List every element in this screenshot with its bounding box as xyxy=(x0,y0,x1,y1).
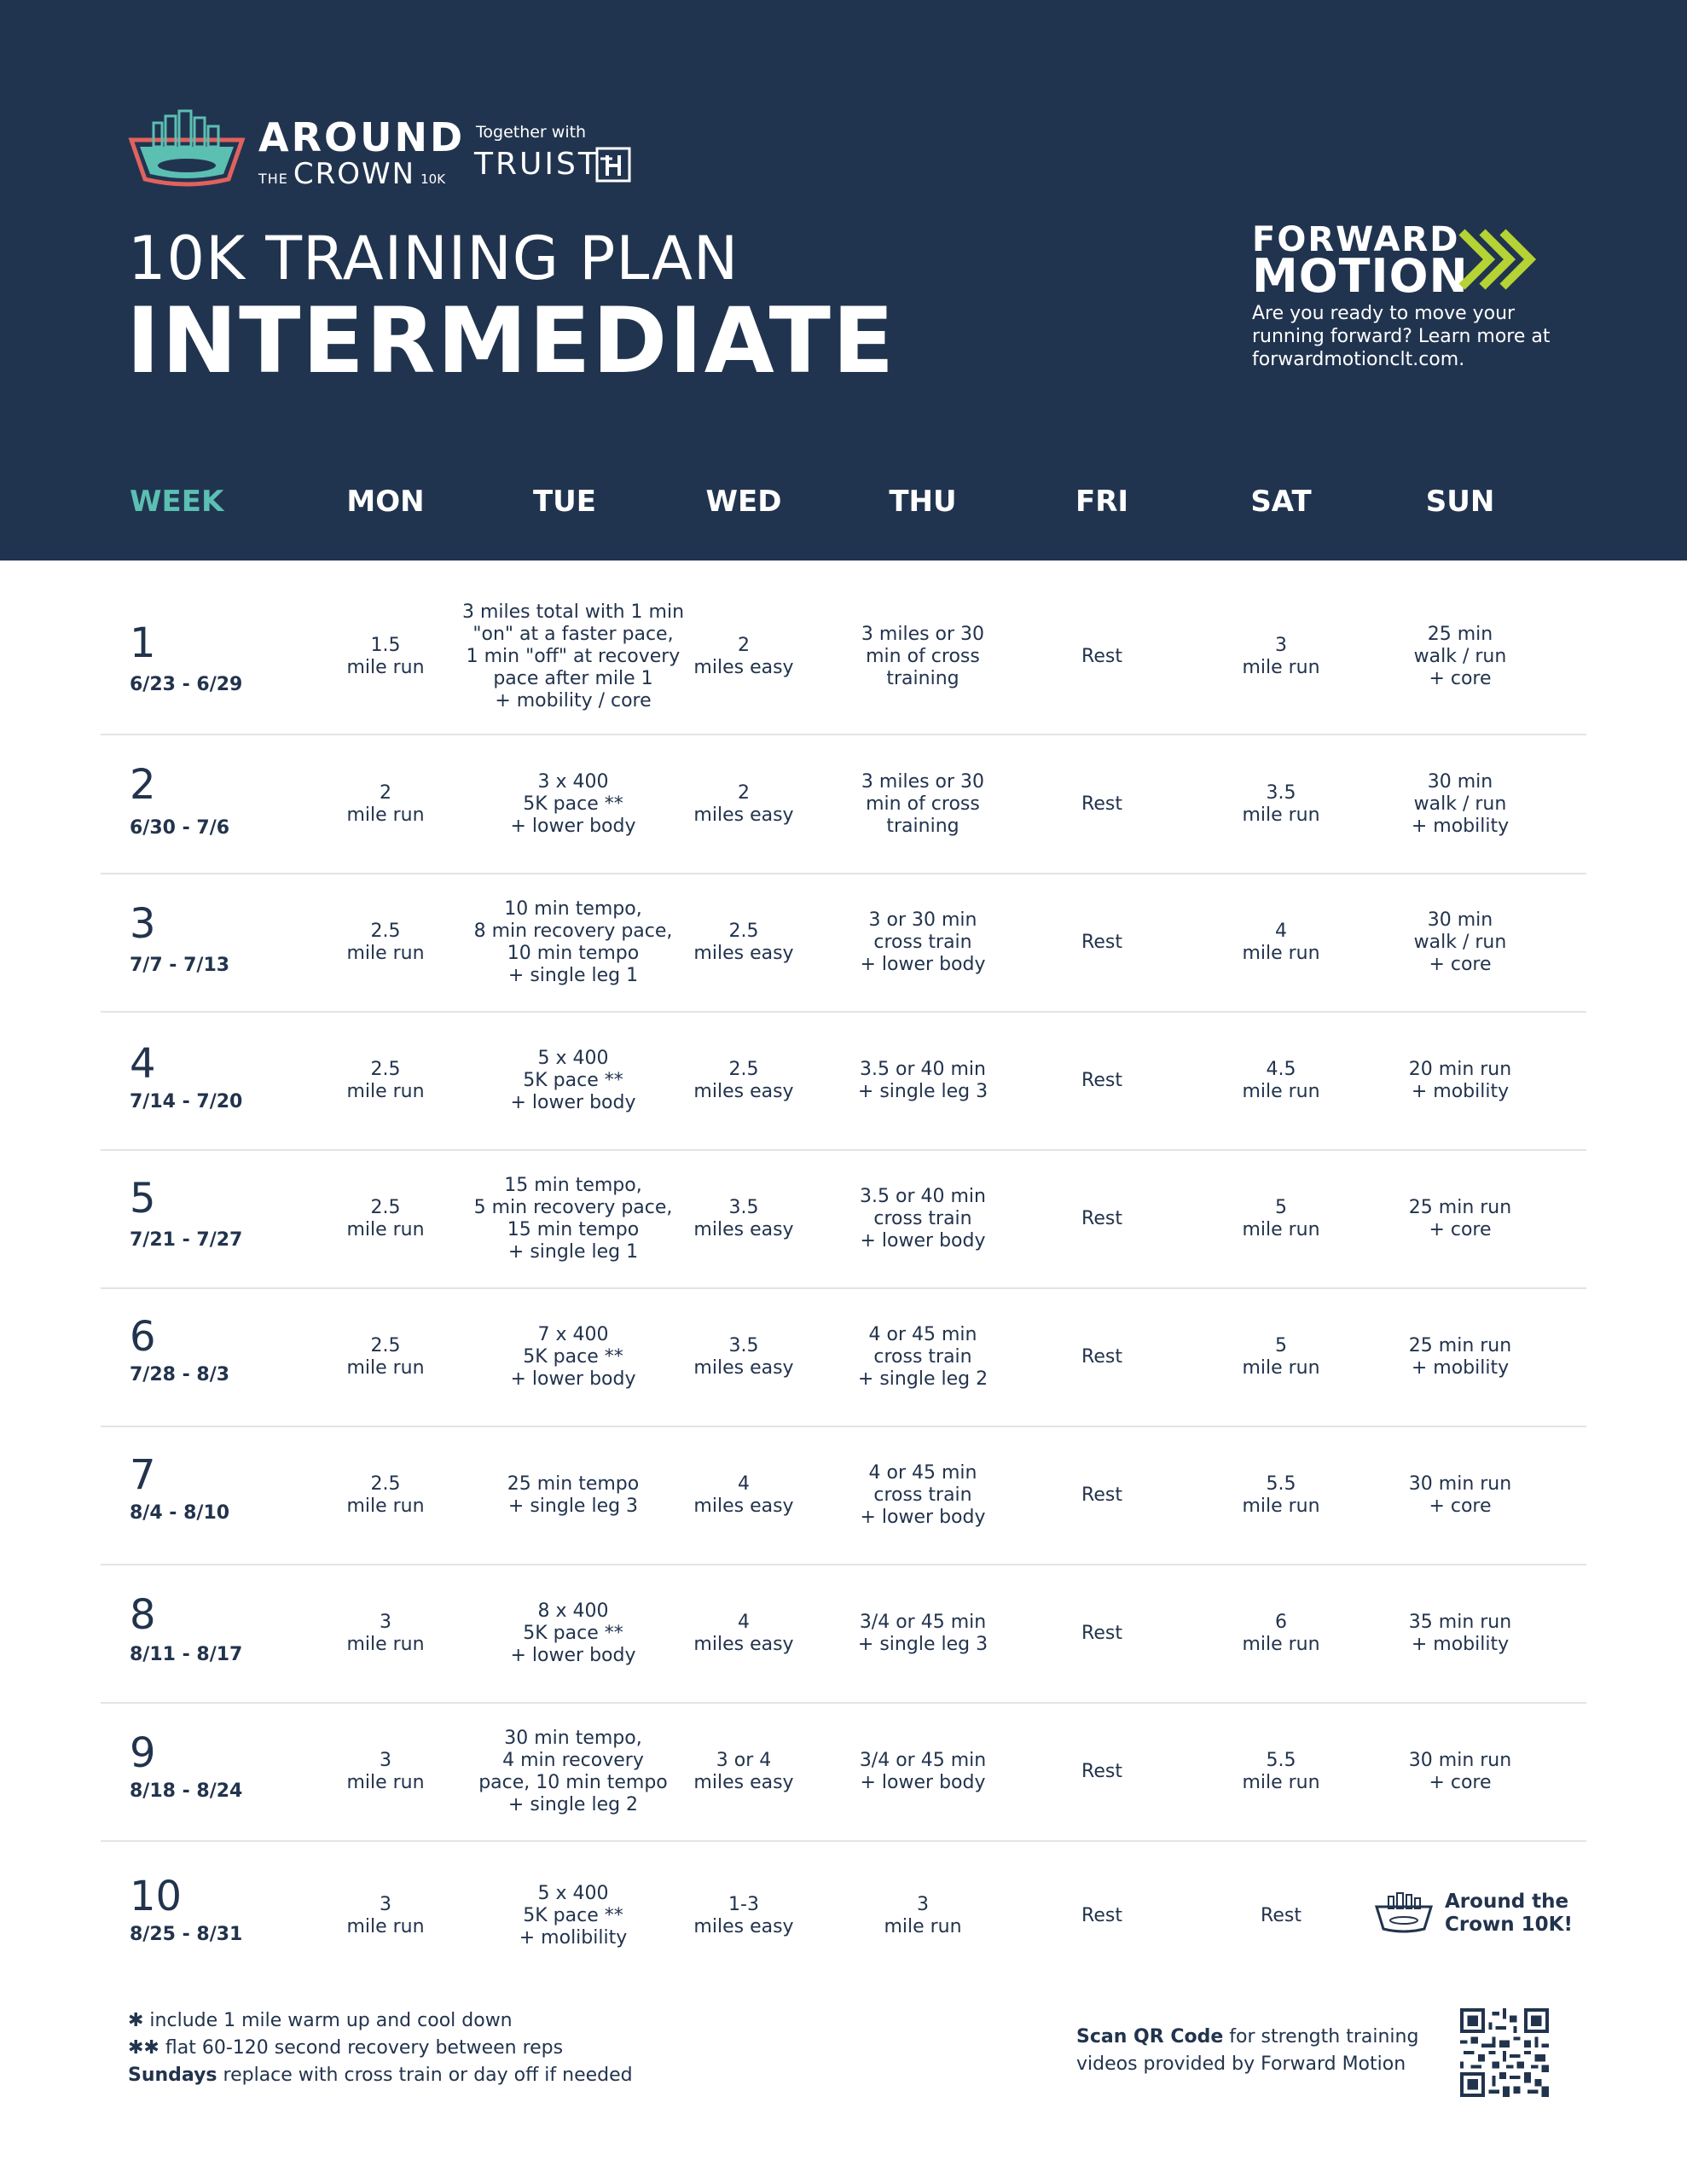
cell-sat: Rest xyxy=(1261,1905,1301,1926)
cell-wed: 2.5 miles easy xyxy=(693,1059,794,1102)
note-sundays xyxy=(128,2062,633,2089)
cell-tue: 15 min tempo, 5 min recovery pace, 15 min tempo + single leg 1 xyxy=(473,1175,673,1263)
cell-tue: 3 x 400 5K pace ** + lower body xyxy=(510,770,636,837)
cell-sun: 35 min run + mobility xyxy=(1408,1612,1512,1655)
cell-thu: 3.5 or 40 min cross train + lower body xyxy=(860,1186,986,1252)
the-word: THE xyxy=(258,171,288,187)
cell-sat: 3.5 mile run xyxy=(1242,781,1320,826)
cell-wed: 2 miles easy xyxy=(693,781,794,826)
week-number: 1 xyxy=(130,619,156,667)
cell-tue: 5 x 400 5K pace ** + lower body xyxy=(510,1048,636,1113)
week-dates: 8/18 - 8/24 xyxy=(130,1780,243,1802)
cell-sun: 30 min walk / run + core xyxy=(1413,909,1507,975)
col-header-sun: SUN xyxy=(1425,485,1495,519)
cell-thu: 3/4 or 45 min + lower body xyxy=(859,1750,987,1793)
cell-thu: 3/4 or 45 min + single leg 3 xyxy=(857,1612,988,1655)
around-wordmark: AROUND xyxy=(258,114,466,160)
truist-logo-icon xyxy=(595,147,631,183)
week-dates: 8/11 - 8/17 xyxy=(130,1644,243,1665)
cell-wed: 1-3 miles easy xyxy=(693,1894,794,1937)
week-row-5 xyxy=(101,1151,1586,1289)
col-header-fri: FRI xyxy=(1075,485,1129,519)
cell-sun: 25 min run + mobility xyxy=(1408,1335,1512,1379)
cell-fri: Rest xyxy=(1081,1761,1122,1782)
cell-fri: Rest xyxy=(1081,646,1122,667)
week-dates: 8/25 - 8/31 xyxy=(130,1924,243,1945)
week-row-7 xyxy=(101,1427,1586,1565)
note-recovery: ✱✱ flat 60-120 second recovery between reps xyxy=(128,2037,564,2059)
cell-wed: 2.5 miles easy xyxy=(693,921,794,964)
week-row-3 xyxy=(101,874,1586,1013)
cell-sat: 3 mile run xyxy=(1242,635,1320,678)
qr-caption-rest: for strength training xyxy=(1223,2026,1419,2048)
week-number: 2 xyxy=(130,761,156,809)
cell-fri: Rest xyxy=(1081,1905,1122,1926)
truist-wordmark: TRUIST xyxy=(474,147,600,182)
col-header-week: WEEK xyxy=(130,485,224,519)
cell-mon: 3 mile run xyxy=(346,1612,425,1655)
cell-sat: 4.5 mile run xyxy=(1242,1059,1320,1102)
cell-sun: 30 min walk / run + mobility xyxy=(1411,770,1510,837)
cell-tue: 7 x 400 5K pace ** + lower body xyxy=(510,1324,636,1390)
crown-stadium-logo-icon xyxy=(128,109,246,188)
cell-mon: 2.5 mile run xyxy=(346,1197,425,1240)
cell-fri: Rest xyxy=(1081,1484,1122,1506)
forward-wordmark: FORWARD xyxy=(1252,220,1460,259)
around-the-crown-brand xyxy=(128,109,682,195)
race-day-label: Around the Crown 10K! xyxy=(1445,1891,1573,1936)
cell-thu: 3 or 30 min cross train + lower body xyxy=(860,909,986,975)
cell-wed: 4 miles easy xyxy=(693,1473,794,1517)
week-dates: 7/7 - 7/13 xyxy=(130,955,230,976)
cell-sun: 30 min run + core xyxy=(1408,1750,1512,1793)
week-number: 4 xyxy=(130,1040,156,1088)
cell-fri: Rest xyxy=(1081,932,1122,953)
cell-thu: 3.5 or 40 min + single leg 3 xyxy=(857,1059,988,1102)
qr-caption-bold: Scan QR Code xyxy=(1076,2026,1224,2048)
header-banner xyxy=(0,0,1687,561)
qr-caption-line2: videos provided by Forward Motion xyxy=(1076,2053,1406,2075)
cell-wed: 3 or 4 miles easy xyxy=(693,1750,794,1793)
week-row-1 xyxy=(101,580,1586,735)
week-dates: 6/23 - 6/29 xyxy=(130,674,243,695)
week-dates: 8/4 - 8/10 xyxy=(130,1502,230,1524)
cell-fri: Rest xyxy=(1081,1346,1122,1368)
cell-sat: 5.5 mile run xyxy=(1242,1473,1320,1517)
week-row-6 xyxy=(101,1289,1586,1427)
together-with-label: Together with xyxy=(476,123,587,142)
cell-mon: 2.5 mile run xyxy=(346,1059,425,1102)
cell-fri: Rest xyxy=(1081,1623,1122,1644)
footnotes xyxy=(128,2007,633,2089)
week-number: 3 xyxy=(130,900,156,948)
week-row-4 xyxy=(101,1013,1586,1151)
week-row-10 xyxy=(101,1842,1586,1990)
cell-tue: 3 miles total with 1 min "on" at a faster pace, 1 min "off" at recovery pace after mile 1 + mobility / core xyxy=(461,601,685,712)
col-header-mon: MON xyxy=(346,485,425,519)
cell-wed: 2 miles easy xyxy=(693,635,794,678)
cell-tue: 5 x 400 5K pace ** + molibility xyxy=(519,1883,628,1949)
cell-mon: 2.5 mile run xyxy=(346,921,425,964)
week-number: 6 xyxy=(130,1313,156,1361)
cell-fri: Rest xyxy=(1081,793,1122,815)
plan-level-title: INTERMEDIATE xyxy=(126,288,896,393)
week-dates: 7/14 - 7/20 xyxy=(130,1091,243,1112)
cell-sun: 30 min run + core xyxy=(1408,1473,1512,1517)
week-dates: 7/21 - 7/27 xyxy=(130,1229,243,1251)
col-header-sat: SAT xyxy=(1250,485,1312,519)
chevrons-icon xyxy=(1457,225,1542,293)
week-number: 9 xyxy=(130,1729,156,1777)
qr-code-icon[interactable] xyxy=(1460,2008,1549,2097)
week-row-9 xyxy=(101,1704,1586,1842)
cell-mon: 1.5 mile run xyxy=(346,635,425,678)
cell-mon: 2.5 mile run xyxy=(346,1335,425,1379)
cell-wed: 4 miles easy xyxy=(693,1612,794,1655)
qr-caption xyxy=(1076,2024,1418,2078)
note-warmup: ✱ include 1 mile warm up and cool down xyxy=(128,2010,513,2031)
cell-sat: 5 mile run xyxy=(1242,1335,1320,1379)
cell-tue: 25 min tempo + single leg 3 xyxy=(507,1473,640,1517)
cell-sat: 6 mile run xyxy=(1242,1612,1320,1655)
cell-tue: 30 min tempo, 4 min recovery pace, 10 min tempo + single leg 2 xyxy=(478,1728,668,1815)
the-crown-wordmark xyxy=(258,157,445,191)
cell-mon: 2 mile run xyxy=(346,781,425,826)
forward-motion-tagline: Are you ready to move your running forward? Learn more at forwardmotionclt.com. xyxy=(1252,303,1551,370)
race-day-cell xyxy=(1373,1879,1573,1948)
cell-mon: 3 mile run xyxy=(346,1894,425,1937)
week-number: 8 xyxy=(130,1591,156,1639)
week-number: 5 xyxy=(130,1175,156,1223)
cell-sat: 5.5 mile run xyxy=(1242,1750,1320,1793)
week-number: 7 xyxy=(130,1451,156,1499)
cell-thu: 4 or 45 min cross train + single leg 2 xyxy=(857,1324,988,1390)
cell-fri: Rest xyxy=(1081,1208,1122,1229)
cell-thu: 3 miles or 30 min of cross training xyxy=(861,770,985,837)
cell-wed: 3.5 miles easy xyxy=(693,1335,794,1379)
cell-mon: 2.5 mile run xyxy=(346,1473,425,1517)
cell-sun: 25 min walk / run + core xyxy=(1413,624,1507,689)
plan-title: 10K TRAINING PLAN xyxy=(128,224,739,293)
cell-sun: 25 min run + core xyxy=(1408,1197,1512,1240)
crown-word: CROWN xyxy=(293,157,416,191)
cell-thu: 3 mile run xyxy=(884,1894,962,1937)
note-sundays-bold: Sundays xyxy=(128,2065,217,2086)
col-header-wed: WED xyxy=(705,485,782,519)
week-row-8 xyxy=(101,1565,1586,1704)
cell-tue: 8 x 400 5K pace ** + lower body xyxy=(510,1600,636,1666)
col-header-thu: THU xyxy=(889,485,957,519)
col-header-tue: TUE xyxy=(532,485,597,519)
motion-wordmark: MOTION xyxy=(1252,249,1469,303)
cell-thu: 3 miles or 30 min of cross training xyxy=(861,624,985,689)
cell-mon: 3 mile run xyxy=(346,1750,425,1793)
tenk-word: 10K xyxy=(420,171,446,187)
cell-tue: 10 min tempo, 8 min recovery pace, 10 min tempo + single leg 1 xyxy=(473,898,673,986)
crown-race-icon xyxy=(1373,1891,1435,1936)
cell-sat: 5 mile run xyxy=(1242,1197,1320,1240)
cell-fri: Rest xyxy=(1081,1070,1122,1091)
cell-sat: 4 mile run xyxy=(1242,921,1320,964)
cell-thu: 4 or 45 min cross train + lower body xyxy=(860,1462,986,1528)
week-row-2 xyxy=(101,735,1586,874)
cell-wed: 3.5 miles easy xyxy=(693,1197,794,1240)
note-sundays-rest: replace with cross train or day off if needed xyxy=(217,2065,633,2086)
week-dates: 7/28 - 8/3 xyxy=(130,1364,230,1385)
week-dates: 6/30 - 7/6 xyxy=(130,817,230,839)
cell-sun: 20 min run + mobility xyxy=(1408,1059,1512,1102)
week-number: 10 xyxy=(130,1873,183,1920)
